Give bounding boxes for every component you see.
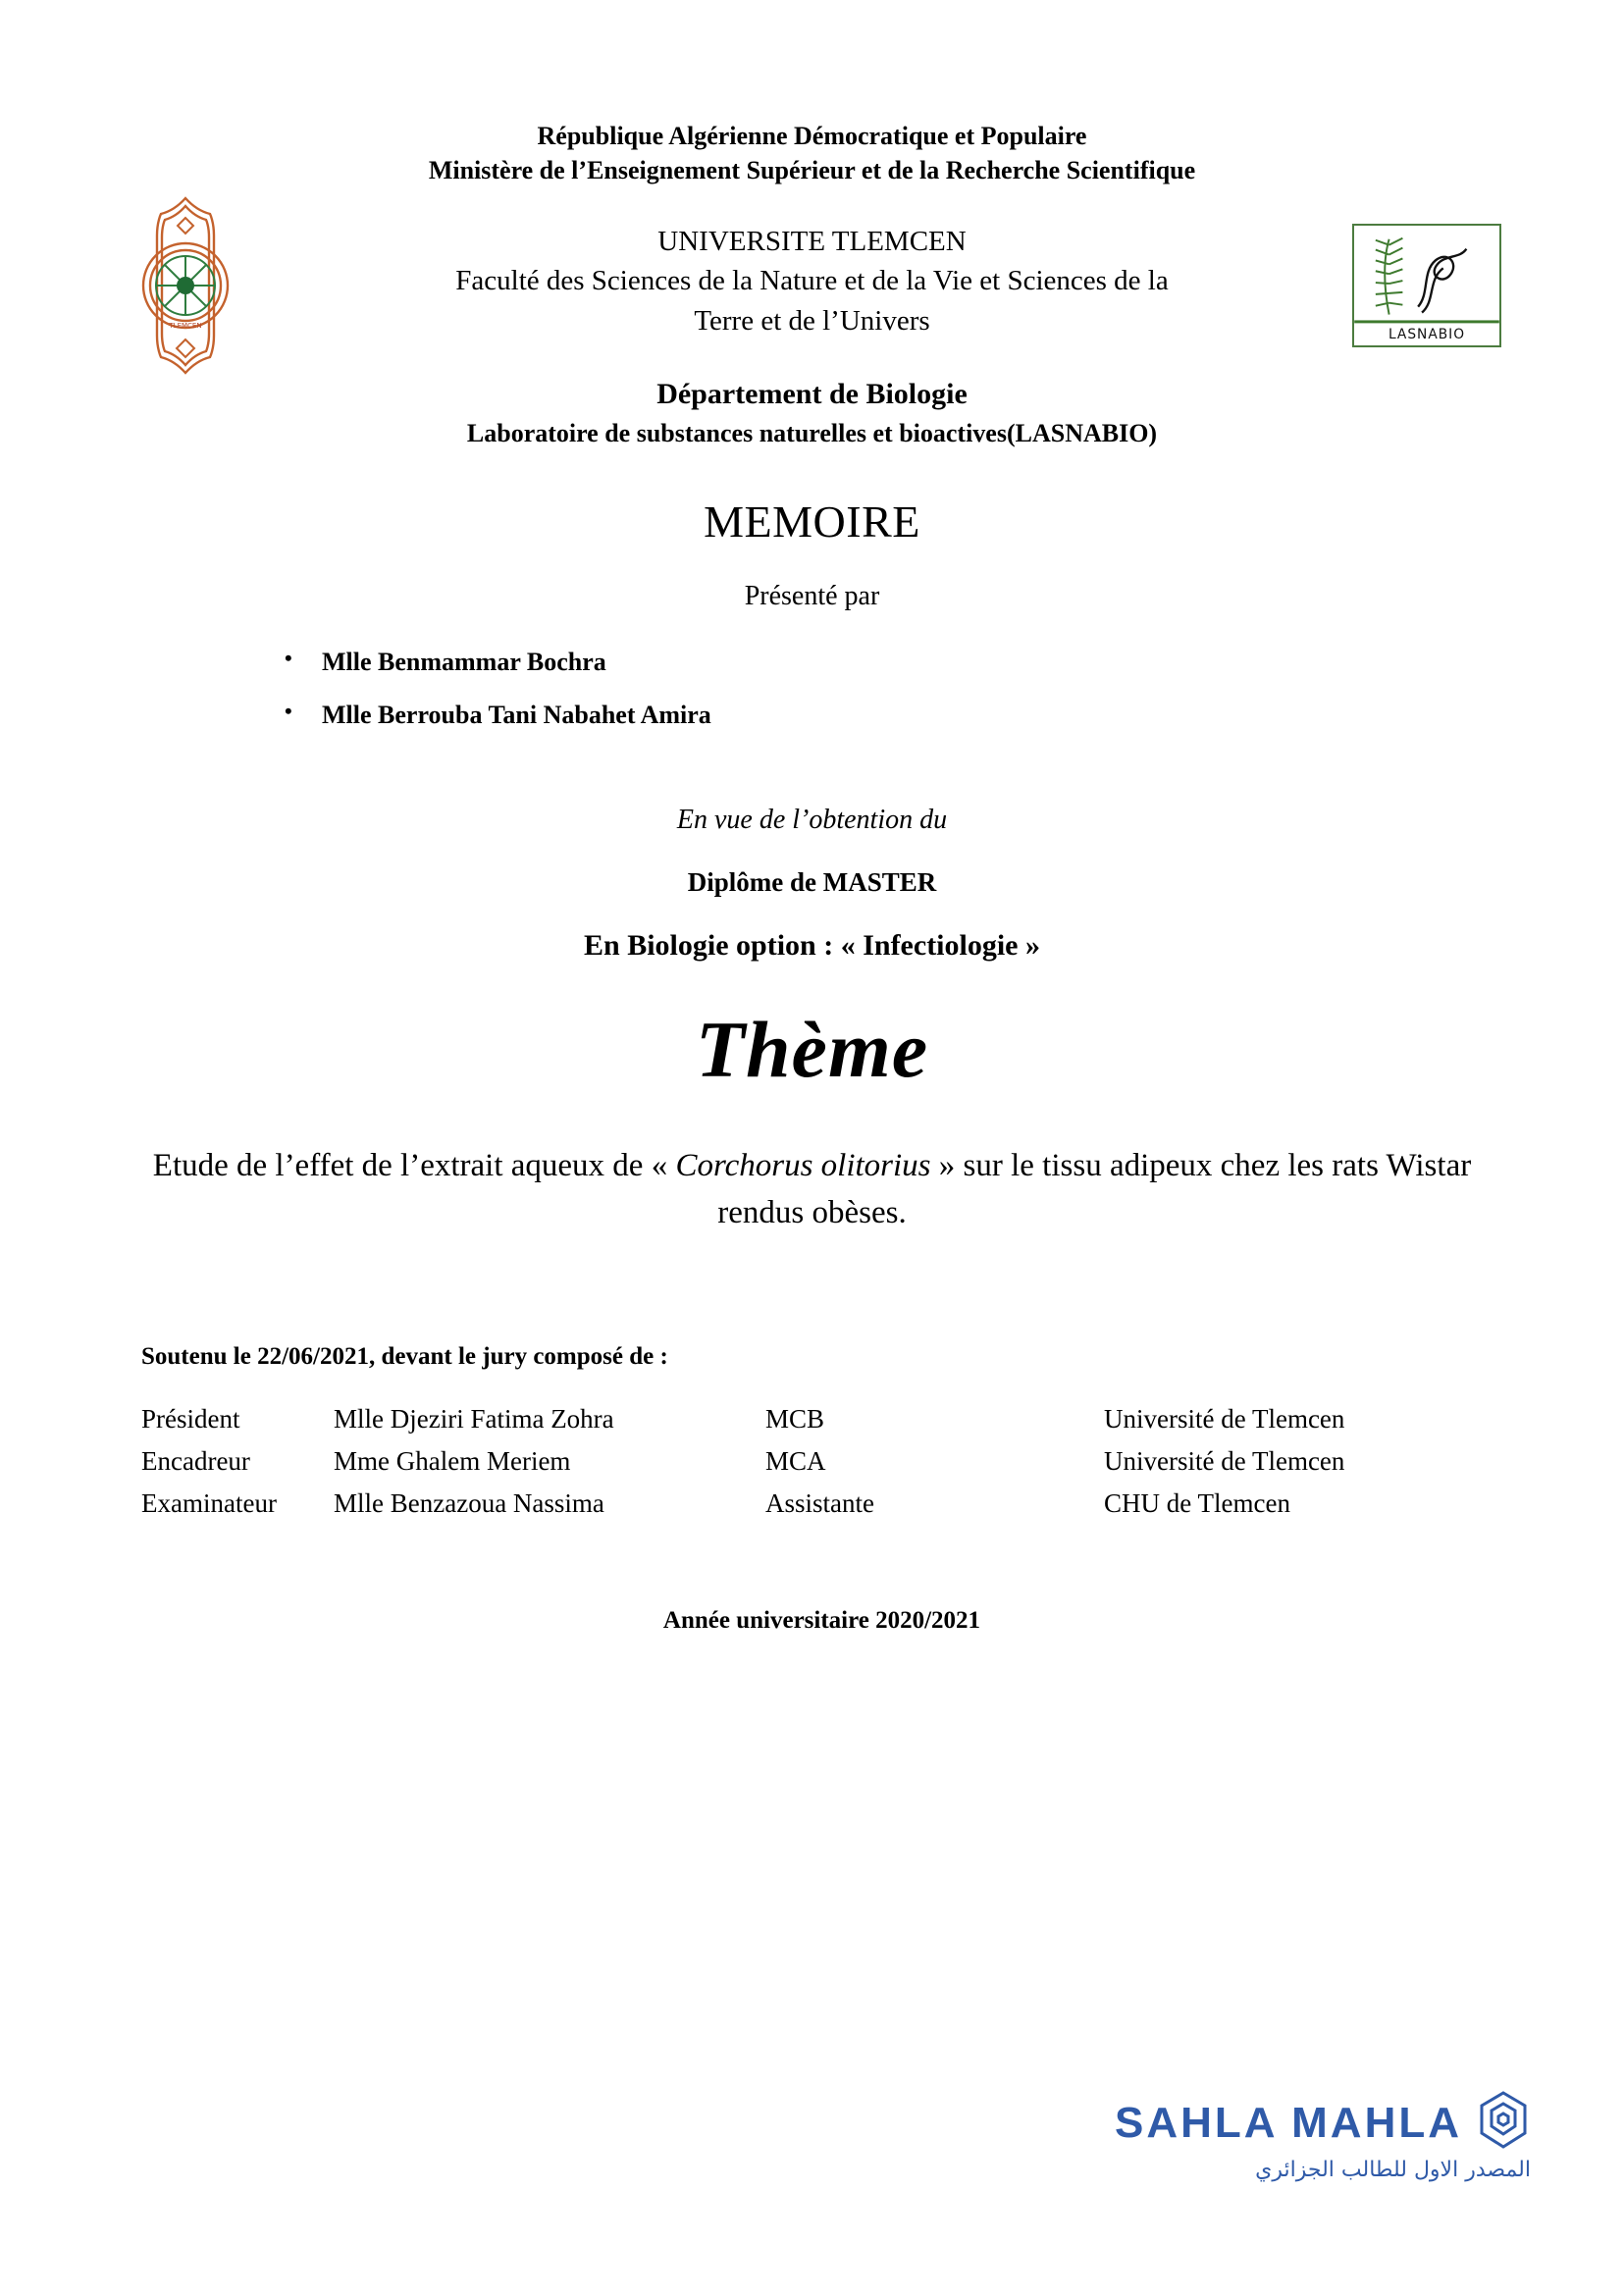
table-row — [141, 1440, 1344, 1483]
department-name: Département de Biologie — [656, 378, 968, 411]
republic-line: République Algérienne Démocratique et Populaire — [537, 122, 1087, 150]
lasnabio-label: LASNABIO — [1388, 327, 1466, 343]
jury-grade: Assistante — [765, 1488, 874, 1519]
faculty-line-1: Faculté des Sciences de la Nature et de la Vie et Sciences de la — [455, 265, 1169, 297]
jury-name: Mlle Djeziri Fatima Zohra — [334, 1404, 614, 1434]
jury-table — [141, 1398, 1344, 1525]
svg-text:TLEMCEN: TLEMCEN — [169, 322, 202, 330]
jury-grade: MCB — [765, 1404, 825, 1434]
theme-heading: Thème — [695, 1005, 929, 1095]
jury-institution: CHU de Tlemcen — [1104, 1488, 1290, 1519]
watermark-subtitle: المصدر الاول للطالب الجزائري — [1255, 2158, 1531, 2182]
thesis-title-part2: » sur le tissu adipeux chez les rats Wistar rendus obèses. — [717, 1148, 1472, 1231]
in-view-of-label: En vue de l’obtention du — [676, 805, 948, 836]
presented-by-label: Présenté par — [744, 581, 880, 612]
faculty-line-2: Terre et de l’Univers — [694, 304, 930, 337]
thesis-title — [131, 1143, 1494, 1237]
watermark — [1040, 2090, 1531, 2227]
ministry-line: Ministère de l’Enseignement Supérieur et de la Recherche Scientifique — [428, 155, 1196, 184]
thesis-title-part1: Etude de l’effet de l’extrait aqueux de « — [152, 1148, 676, 1184]
lasnabio-logo-icon — [1352, 224, 1501, 347]
table-row — [141, 1483, 1344, 1525]
author-list — [275, 650, 1021, 728]
university-block — [322, 188, 1303, 341]
laboratory-name: Laboratoire de substances naturelles et bioactives(LASNABIO) — [466, 419, 1158, 448]
academic-year: Année universitaire 2020/2021 — [662, 1607, 981, 1635]
thesis-title-species: Corchorus olitorius — [675, 1148, 931, 1184]
option-label: En Biologie option : « Infectiologie » — [584, 929, 1040, 963]
table-row — [141, 1398, 1344, 1440]
jury-name: Mme Ghalem Meriem — [334, 1446, 571, 1477]
list-item: • Mlle Berrouba Tani Nabahet Amira — [275, 703, 1021, 728]
jury-role: Président — [141, 1404, 240, 1434]
list-item: • Mlle Benmammar Bochra — [275, 650, 1021, 675]
watermark-logo-icon — [1476, 2090, 1531, 2156]
jury-grade: MCA — [765, 1446, 826, 1477]
defense-statement: Soutenu le 22/06/2021, devant le jury composé de : — [141, 1343, 668, 1371]
watermark-title: SAHLA MAHLA — [1115, 2098, 1462, 2147]
university-seal-icon — [118, 192, 253, 379]
jury-name: Mlle Benzazoua Nassima — [334, 1488, 604, 1519]
university-name: UNIVERSITE TLEMCEN — [657, 225, 967, 257]
jury-role: Encadreur — [141, 1446, 250, 1477]
jury-role: Examinateur — [141, 1488, 277, 1519]
jury-institution: Université de Tlemcen — [1104, 1446, 1345, 1477]
document-type-title: MEMOIRE — [704, 496, 920, 548]
header-block — [0, 0, 1624, 188]
jury-institution: Université de Tlemcen — [1104, 1404, 1345, 1434]
degree-label: Diplôme de MASTER — [687, 867, 937, 898]
